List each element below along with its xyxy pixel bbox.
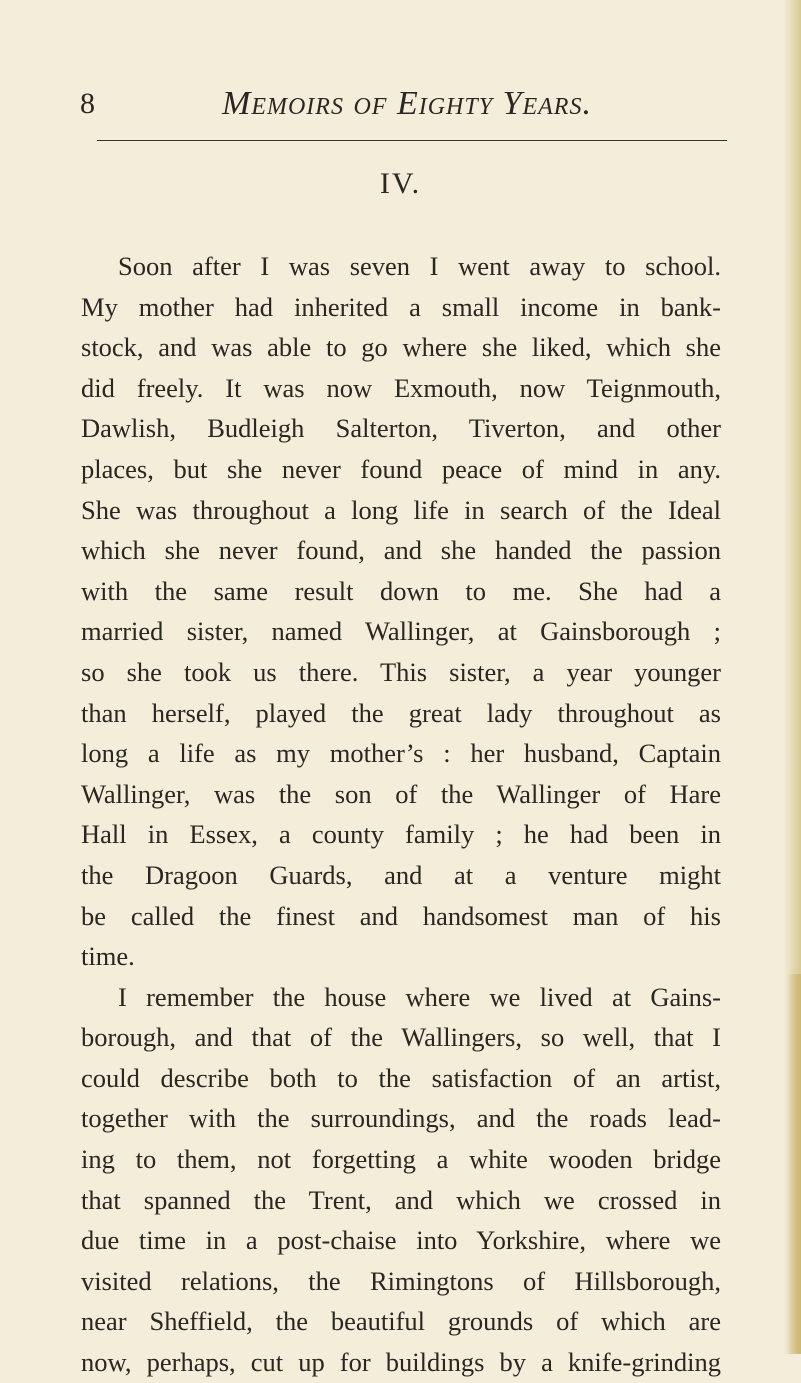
text-line: now, perhaps, cut up for buildings by a knife-grinding	[81, 1347, 721, 1378]
text-line: Wallinger, was the son of the Wallinger of Hare	[81, 778, 721, 809]
text-line: that spanned the Trent, and which we crossed in	[81, 1184, 721, 1215]
text-line: with the same result down to me. She had a	[81, 575, 721, 606]
text-line: than herself, played the great lady throughout as	[81, 697, 721, 728]
text-line: Hall in Essex, a county family ; he had been in	[81, 819, 721, 850]
text-line: stock, and was able to go where she liked, which she	[81, 332, 721, 363]
text-line: borough, and that of the Wallingers, so well, that I	[81, 1022, 721, 1053]
text-line: places, but she never found peace of mind in any.	[81, 453, 721, 484]
text-line: near Sheffield, the beautiful grounds of which are	[81, 1306, 721, 1337]
text-line: I remember the house where we lived at Gains-	[118, 981, 721, 1012]
text-line: the Dragoon Guards, and at a venture might	[81, 859, 721, 890]
text-line: which she never found, and she handed the passion	[81, 535, 721, 566]
text-line: so she took us there. This sister, a year younger	[81, 656, 721, 687]
text-line: did freely. It was now Exmouth, now Teignmouth,	[81, 372, 721, 403]
text-line: time.	[81, 941, 135, 972]
running-title: Memoirs of Eighty Years.	[222, 85, 592, 122]
running-header	[80, 84, 720, 124]
text-line: be called the finest and handsomest man of his	[81, 900, 721, 931]
text-line: together with the surroundings, and the roads lead-	[81, 1103, 721, 1134]
text-line: Soon after I was seven I went away to school.	[118, 251, 721, 281]
text-line: ing to them, not forgetting a white wooden bridge	[81, 1144, 721, 1175]
text-line: Dawlish, Budleigh Salterton, Tiverton, and other	[81, 413, 721, 444]
body-text	[81, 246, 721, 1383]
text-line: visited relations, the Rimingtons of Hillsborough,	[81, 1265, 721, 1296]
text-line: long a life as my mother’s : her husband, Captain	[81, 738, 721, 769]
page-edge-stain	[787, 974, 801, 1354]
text-line: My mother had inherited a small income in bank-	[81, 291, 721, 322]
text-line: could describe both to the satisfaction of an artist,	[81, 1062, 721, 1093]
text-line: married sister, named Wallinger, at Gainsborough ;	[81, 616, 721, 647]
page-number: 8	[80, 87, 95, 120]
text-line: She was throughout a long life in search of the Ideal	[81, 494, 721, 525]
chapter-heading: IV.	[379, 167, 422, 200]
text-line: due time in a post-chaise into Yorkshire, where we	[81, 1225, 721, 1256]
header-rule	[97, 140, 727, 141]
